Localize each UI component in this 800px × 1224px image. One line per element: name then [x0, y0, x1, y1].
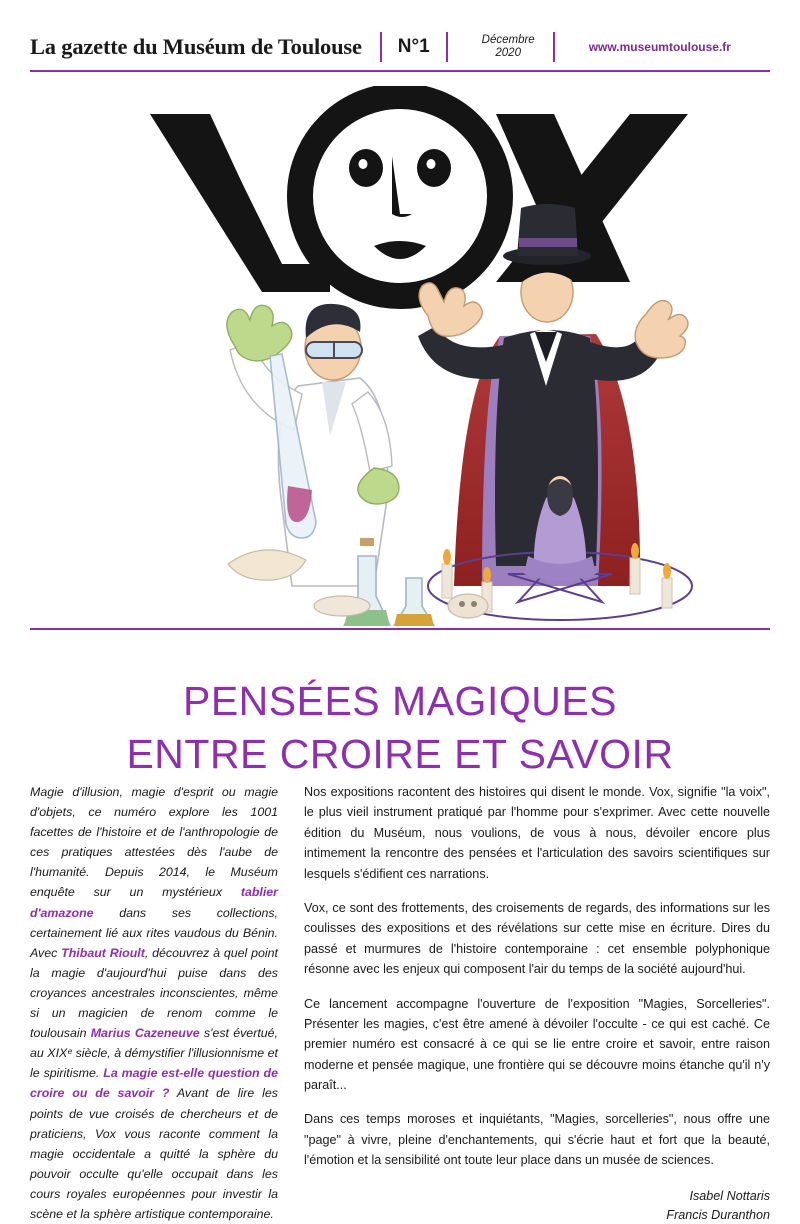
website-url[interactable]: www.museumtoulouse.fr: [588, 40, 731, 54]
publication-title: La gazette du Muséum de Toulouse: [30, 34, 362, 59]
masthead-divider-1: [380, 32, 382, 62]
intro-text-3: , découvrez à quel point la magie d'aujourd'hui puise dans des croyances ancestrales inconscientes, même si un magicien de renom comme le toulousain: [30, 945, 278, 1041]
intro-text-5: Avant de lire les points de vue croisés de chercheurs et de praticiens, Vox vous raconte comment la magie occidentale a quitté la sphère du pouvoir occulte qu'elle occupait dans les cours royales européennes pour investir la scène et la sphère artistique contemporaine.: [30, 1086, 278, 1221]
signature-name-2: Francis Duranthon: [666, 1207, 770, 1222]
signature-name-1: Isabel Nottaris: [689, 1188, 770, 1203]
article-columns: [30, 782, 770, 1222]
editorial-signature: [304, 1187, 770, 1224]
issue-date: [464, 34, 553, 59]
issue-date-month: Décembre: [481, 34, 535, 47]
highlight-marius-cazeneuve: Marius Cazeneuve: [90, 1026, 200, 1041]
issue-number: N°1: [397, 36, 430, 57]
intro-text-2: dans ses collections, certainement lié aux rites vaudous du Bénin. Avec: [30, 905, 278, 960]
hero-rule: [30, 628, 770, 630]
left-column-intro: [30, 782, 279, 1221]
issue-date-year: 2020: [495, 47, 521, 59]
highlight-question: La magie est-elle question de croire ou de savoir ?: [30, 1066, 279, 1101]
editorial-paragraph: Vox, ce sont des frottements, des croisements de regards, des informations sur les coulisses des expositions et des révélations sur cette mise en écriture. Dires du passé et murmures de l'histoire contemporaine : cet ensemble polyphonique résonne avec les enjeux qui composent l'air du temps de la société aujourd'hui.: [304, 900, 770, 977]
face-circle: [300, 96, 500, 296]
masthead-divider-2: [446, 32, 448, 62]
intro-text-4: s'est évertué, au XIXᵉ siècle, à démystifier l'illusionnisme et le spiritisme.: [30, 1026, 278, 1081]
headline-line-2: ENTRE CROIRE ET SAVOIR: [126, 730, 674, 777]
right-column-editorial: [304, 782, 770, 1222]
hero-illustration: [30, 86, 770, 626]
editorial-paragraph: Nos expositions racontent des histoires qui disent le monde. Vox, signifie "la voix", le plus vieil instrument pratiqué par l'homme pour s'exprimer. Avec cette nouvelle édition du Muséum, nous voulions, de vous à nous, dévoiler encore plus intimement la rencontre des pensées et l'articulation des savoirs scientifiques sur lesquels s'édifient ces narrations.: [304, 785, 770, 881]
highlight-tablier: tablier d'amazone: [30, 885, 278, 920]
masthead-divider-3: [553, 32, 555, 62]
editorial-paragraph: Dans ces temps moroses et inquiétants, "Magies, sorcelleries", nous offre une "page" à vivre, pleine d'enchantements, qui s'écrie haut et fort que la beauté, l'émotion et la sensibilité ont toute leur place dans un musée de sciences.: [304, 1112, 770, 1168]
masthead-rule: [30, 70, 770, 72]
editorial-paragraph: Ce lancement accompagne l'ouverture de l'exposition "Magies, Sorcelleries". Présenter les magies, c'est être amené à dévoiler l'occulte - ce qui est caché. Ce premier numéro est consacré à ce qui se lie entre croire et savoir, entre raison moderne et pensée magique, une frontière qui se découvre moins étanche qu'il n'y paraît...: [304, 996, 770, 1093]
masthead: [30, 26, 770, 68]
headline-line-1: PENSÉES MAGIQUES: [182, 678, 618, 725]
hero-artwork: [30, 86, 770, 626]
page-title: [30, 675, 770, 780]
intro-text-1: Magie d'illusion, magie d'esprit ou magie d'objets, ce numéro explore les 1001 facettes de l'histoire et de l'anthropologie de ces pratiques attestées dès l'aube de l'humanité. Depuis 2014, le Muséum enquête sur un mystérieux: [30, 785, 278, 900]
highlight-thibaut-rioult: Thibaut Rioult: [61, 945, 145, 960]
